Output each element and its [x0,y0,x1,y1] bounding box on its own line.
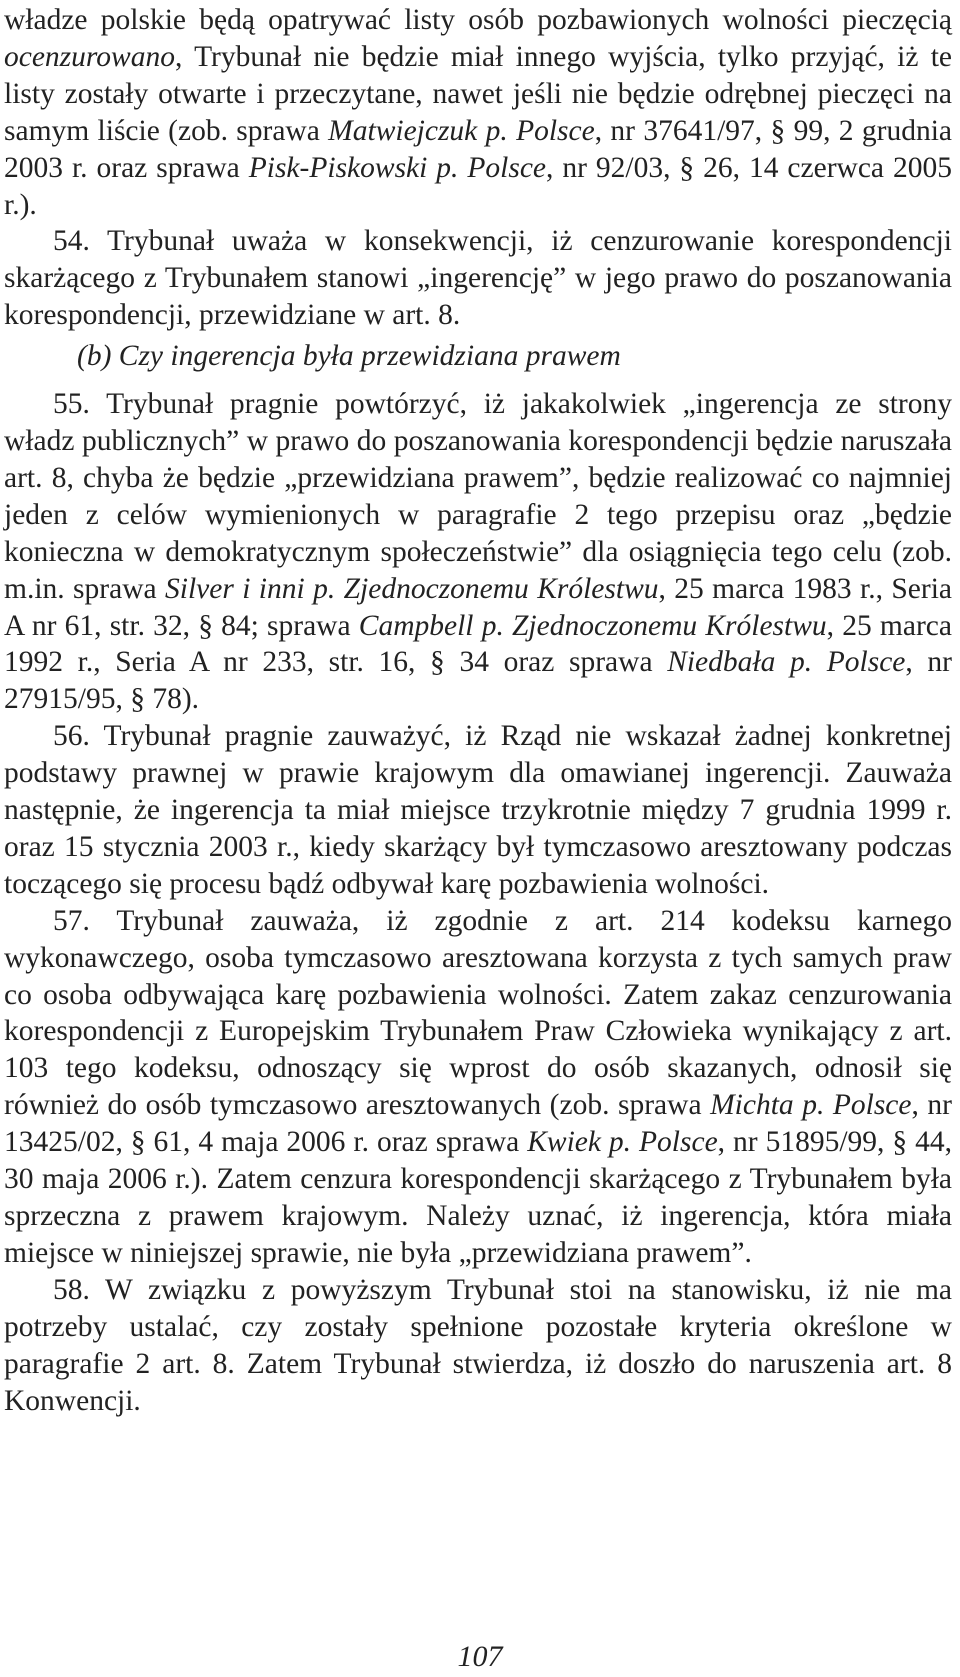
text-run: , 25 marca 1983 r., Seria A nr 61, str. 32, § 84; sprawa [4,572,952,642]
page-number: 107 [457,1640,503,1673]
case-name: Kwiek p. Polsce [527,1126,718,1159]
text-run: , nr 92/03, § 26, 14 czerwca 2005 r.). [4,151,952,221]
case-name: Niedbała p. Polsce [667,646,906,679]
text-run: , nr 27915/95, § 78). [4,646,952,716]
case-name: Pisk-Piskowski p. Polsce [248,151,547,184]
italic-run: ocenzurowano [4,40,175,73]
paragraph-58: 58. W związku z powyższym Trybunał stoi na stanowisku, iż nie ma potrzeby ustalać, czy zostały spełnione pozostałe kryteria określone w paragrafie 2 art. 8. Zatem Trybunał stwierdza, iż doszło do naruszenia art. 8 Konwencji. [4,1273,952,1417]
text-run: , 25 marca 1992 r., Seria A nr 233, str. 16, § 34 oraz sprawa [4,609,952,679]
text-run: 55. Trybunał pragnie powtórzyć, iż jakakolwiek „ingerencja ze strony władz publicznych” w prawo do poszanowania korespondencji będzie naruszała art. 8, chyba że będzie „przewidziana prawem”, będzie realizować co najmniej jeden z celów wymienionych w paragrafie 2 tego przepisu oraz „będzie konieczna w demokratycznym społeczeństwie” dla osiągnięcia tego celu (zob. m.in. sprawa [4,388,952,605]
paragraph-54: 54. Trybunał uważa w konsekwencji, iż cenzurowanie korespondencji skarżącego z Trybunałem stanowi „ingerencję” w jego prawo do poszanowania korespondencji, przewidziane w art. 8. [4,225,952,332]
text-run: , nr 37641/97, § 99, 2 grudnia 2003 r. oraz sprawa [4,114,953,184]
case-name: Matwiejczuk p. Polsce [328,114,595,147]
paragraph-continued [4,2,952,223]
body-text [4,2,952,1419]
paragraph-57 [4,903,952,1272]
case-name: Silver i inni p. Zjednoczonemu Królestwu [165,572,659,605]
paragraph-55 [4,386,952,718]
text-run: , nr 51895/99, § 44, 30 maja 2006 r.). Zatem cenzura korespondencji skarżącego z Trybunałem była sprzeczna z prawem krajowym. Należy uznać, iż ingerencja, która miała miejsce w niniejszej sprawie, nie była „przewidziana prawem”. [4,1126,952,1269]
text-run: władze polskie będą opatrywać listy osób pozbawionych wolności pieczęcią [4,4,952,36]
case-name: Campbell p. Zjednoczonemu Królestwu [358,609,827,642]
text-run: , Trybunał nie będzie miał innego wyjścia, tylko przyjąć, iż te listy zostały otwarte i przeczytane, nawet jeśli nie będzie odrębnej pieczęci na samym liście (zob. sprawa [4,40,952,147]
section-heading-b: (b) Czy ingerencja była przewidziana prawem [77,340,621,373]
text-run: 57. Trybunał zauważa, iż zgodnie z art. 214 kodeksu karnego wykonawczego, osoba tymczasowo aresztowana korzysta z tych samych praw co osoba odbywająca karę pozbawienia wolności. Zatem zakaz cenzurowania korespondencji z Europejskim Trybunałem Praw Człowieka wynikający z art. 103 tego kodeksu, odnoszący się wprost do osób skazanych, odnosił się również do osób tymczasowo aresztowanych (zob. sprawa [4,904,952,1122]
paragraph-56: 56. Trybunał pragnie zauważyć, iż Rząd nie wskazał żadnej konkretnej podstawy prawnej w prawie krajowym dla omawianej ingerencji. Zauważa następnie, że ingerencja ta miał miejsce trzykrotnie między 7 grudnia 1999 r. oraz 15 stycznia 2003 r., kiedy skarżący był tymczasowo aresztowany podczas toczącego się procesu bądź odbywał karę pozbawienia wolności. [4,720,952,900]
text-run: , nr 13425/02, § 61, 4 maja 2006 r. oraz sprawa [4,1089,952,1159]
case-name: Michta p. Polsce [710,1089,912,1122]
